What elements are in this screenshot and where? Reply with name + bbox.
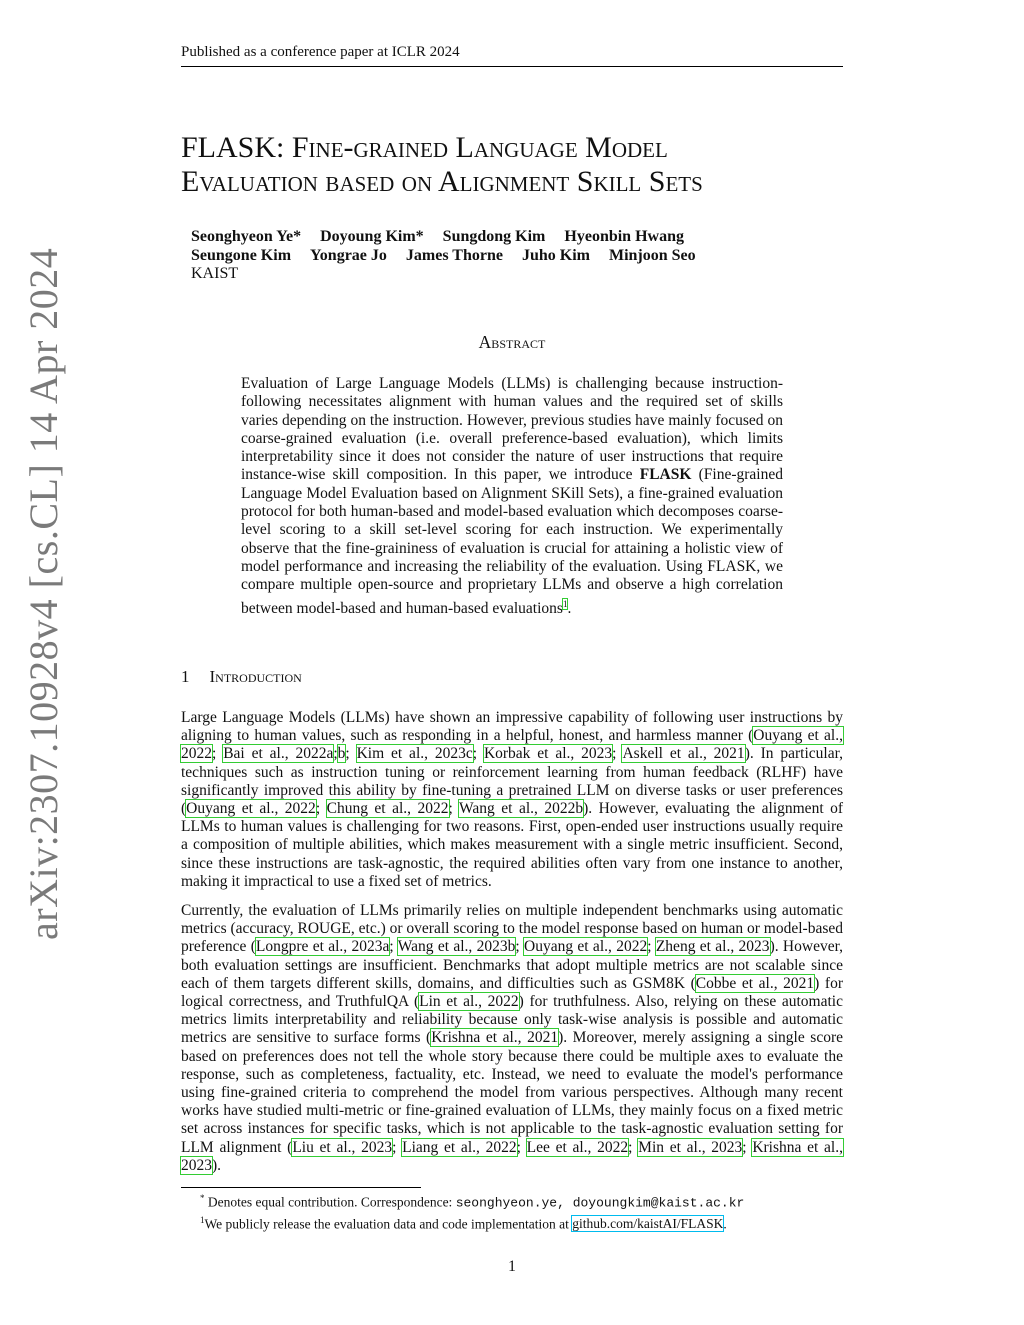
footnote-rule xyxy=(181,1187,421,1188)
affiliation: KAIST xyxy=(191,265,239,282)
paragraph-text: ). Moreover, merely assigning a single score based on preferences does not tell the whole story because there could be multiple axes to evaluate the response, such as completeness, factuality, etc. Instead, we need to evaluate the model's performance using fine-grained criteria to comprehend the model from various perspectives. Although many recent works have studied multi-metric or fine-grained evaluation of LLMs, they mainly focus on a fixed metric set across instances for specific tasks, which is not applicable to the task-agnostic evaluation setting for LLM alignment ( xyxy=(181,1029,843,1156)
author-name: Sungdong Kim xyxy=(442,228,546,245)
footnote-2-end: . xyxy=(723,1216,727,1231)
citation-link[interactable]: Liang et al., 2022 xyxy=(402,1138,517,1156)
author-name: Juho Kim xyxy=(521,246,590,264)
paragraph-text: ; xyxy=(333,745,338,763)
abstract-end: . xyxy=(567,599,572,617)
footnote-2-text: We publicly release the evaluation data and code implementation at xyxy=(204,1216,569,1231)
citation-link[interactable]: Ouyang et al., 2022 xyxy=(181,727,843,763)
paragraph-text: ; xyxy=(515,938,525,956)
citation-link[interactable]: Korbak et al., 2023 xyxy=(483,745,613,763)
title-line-1: FLASK: Fine-grained Language Model xyxy=(181,131,668,164)
intro-paragraph-2 xyxy=(181,902,843,1175)
section-title: Introduction xyxy=(209,667,302,686)
author-name: Minjoon Seo xyxy=(608,246,696,264)
paragraph-text: ; xyxy=(389,938,398,956)
abstract-heading: Abstract xyxy=(478,332,546,352)
footnote-1 xyxy=(200,1190,744,1212)
paragraph-text: Currently, the evaluation of LLMs primarily relies on multiple independent benchmarks using automatic metrics (accuracy, ROUGE, etc.) or overall scoring to the model response based on human or model-based preference ( xyxy=(181,902,843,956)
abstract-text: Evaluation of Large Language Models (LLMs) is challenging because instruction-following necessitates alignment with human values and the required set of skills varies depending on the instruction. However, previous studies have mainly focused on coarse-grained evaluation (i.e. overall preference-based evaluation), which limits interpretability since it does not consider the nature of user instructions that require instance-wise skill composition. In this paper, we introduce xyxy=(241,375,783,484)
paragraph-text: ; xyxy=(448,800,460,818)
citation-link[interactable]: Askell et al., 2021 xyxy=(622,745,745,763)
flask-name: FLASK xyxy=(639,466,692,484)
github-link[interactable]: github.com/kaistAI/FLASK xyxy=(572,1216,724,1231)
flask-expansion: (Fine-grained Language Model Evaluation based on Alignment SKill Sets) xyxy=(241,466,783,502)
citation-link[interactable]: Zheng et al., 2023 xyxy=(655,938,770,956)
footnote-2 xyxy=(200,1212,744,1233)
author-name: Hyeonbin Hwang xyxy=(564,228,684,245)
abstract-text-2: , a fine-grained evaluation protocol for both human-based and model-based evaluation which decomposes coarse-level scoring to a skill set-level scoring for each instruction. We experimentally observe that the fine-graininess of evaluation is crucial for attaining a holistic view of model performance and increasing the reliability of the evaluation. Using FLASK, we compare multiple open-source and proprietary LLMs and observe a high correlation between model-based and human-based evaluations xyxy=(241,484,783,617)
citation-link[interactable]: Chung et al., 2022 xyxy=(326,800,449,818)
paper-title xyxy=(181,131,881,199)
section-number: 1 xyxy=(181,667,190,686)
paragraph-text: ; xyxy=(628,1138,639,1156)
footnote-2-mark: 1 xyxy=(200,1214,205,1225)
citation-link[interactable]: Lin et al., 2022 xyxy=(419,993,519,1011)
citation-link[interactable]: Wang et al., 2022b xyxy=(459,800,584,818)
citation-link[interactable]: Cobbe et al., 2021 xyxy=(695,974,815,992)
paragraph-text: ; xyxy=(472,745,484,763)
footnotes xyxy=(200,1190,744,1232)
author-name: Yongrae Jo xyxy=(310,246,387,264)
citation-link[interactable]: Kim et al., 2023c xyxy=(356,745,473,763)
paragraph-text: ; xyxy=(516,1138,527,1156)
section-heading xyxy=(181,667,302,687)
arxiv-stamp: arXiv:2307.10928v4 [cs.CL] 14 Apr 2024 xyxy=(21,247,66,940)
footnote-ref[interactable]: 1 xyxy=(562,598,568,609)
citation-link[interactable]: Ouyang et al., 2022 xyxy=(524,938,648,956)
paragraph-text: ; xyxy=(612,745,623,763)
page-number: 1 xyxy=(508,1258,516,1275)
title-line-2: Evaluation based on Alignment Skill Sets xyxy=(181,165,703,198)
paragraph-text: ; xyxy=(392,1138,403,1156)
footnote-1-mark: * xyxy=(200,1193,205,1203)
author-block xyxy=(191,228,715,284)
citation-link[interactable]: Wang et al., 2023b xyxy=(397,938,516,956)
citation-link[interactable]: Ouyang et al., 2022 xyxy=(186,800,316,818)
paragraph-text: ; xyxy=(742,1138,753,1156)
author-row-1 xyxy=(191,228,715,247)
author-name: James Thorne xyxy=(405,246,503,264)
paragraph-text: ). xyxy=(212,1156,222,1174)
header-rule xyxy=(181,66,843,67)
citation-link[interactable]: Liu et al., 2023 xyxy=(292,1138,393,1156)
author-row-2 xyxy=(191,247,715,266)
citation-link[interactable]: Krishna et al., 2023 xyxy=(181,1138,843,1174)
author-name: Seonghyeon Ye* xyxy=(191,228,302,245)
citation-link[interactable]: Lee et al., 2022 xyxy=(526,1138,629,1156)
paragraph-text: ). However, both evaluation settings are insufficient. Benchmarks that adopt multiple metrics are not scalable since each of them targets different skills, domains, and difficulties such as GSM8K ( xyxy=(181,938,843,992)
paragraph-text: ; xyxy=(647,938,656,956)
citation-link[interactable]: Min et al., 2023 xyxy=(638,1138,743,1156)
paragraph-text: ). However, evaluating the alignment of LLMs to human values is challenging for two reasons. First, open-ended user instructions usually require a composition of multiple abilities, which makes measurement with a single metric insufficient. Second, since these instructions are task-agnostic, the required abilities often vary from one instance to another, making it impractical to use a fixed set of metrics. xyxy=(181,800,844,890)
citation-link[interactable]: Bai et al., 2022a xyxy=(223,745,334,763)
paragraph-text: ). In particular, techniques such as instruction tuning or reinforcement learning from human feedback (RLHF) have significantly improved this ability by fine-tuning a pretrained LLM on diverse tasks or user preferences ( xyxy=(181,745,844,818)
paragraph-text: Large Language Models (LLMs) have shown an impressive capability of following user instructions by aligning to human values, such as responding in a helpful, honest, and harmless manner ( xyxy=(181,709,843,745)
citation-link[interactable]: Longpre et al., 2023a xyxy=(255,938,390,956)
paragraph-text: ) for truthfulness. Also, relying on these automatic metrics limits interpretability and reliability because only task-wise analysis is possible and automatic metrics are sensitive to surface forms ( xyxy=(181,993,843,1047)
citation-link[interactable]: b xyxy=(337,745,346,763)
abstract-body xyxy=(241,375,783,618)
author-name: Doyoung Kim* xyxy=(320,228,424,245)
footnote-1-text: Denotes equal contribution. Correspondence: xyxy=(207,1194,453,1210)
intro-paragraph-1 xyxy=(181,709,843,891)
citation-link[interactable]: Krishna et al., 2021 xyxy=(431,1029,559,1047)
running-header: Published as a conference paper at ICLR 2024 xyxy=(181,44,460,60)
author-name: Seungone Kim xyxy=(191,246,292,264)
paragraph-text: ; xyxy=(345,745,357,763)
correspondence-emails: seonghyeon.ye, doyoungkim@kaist.ac.kr xyxy=(455,1195,745,1211)
paragraph-text: ; xyxy=(315,800,327,818)
paragraph-text: ; xyxy=(212,745,224,763)
paragraph-text: ) for logical correctness, and TruthfulQA ( xyxy=(181,974,843,1011)
